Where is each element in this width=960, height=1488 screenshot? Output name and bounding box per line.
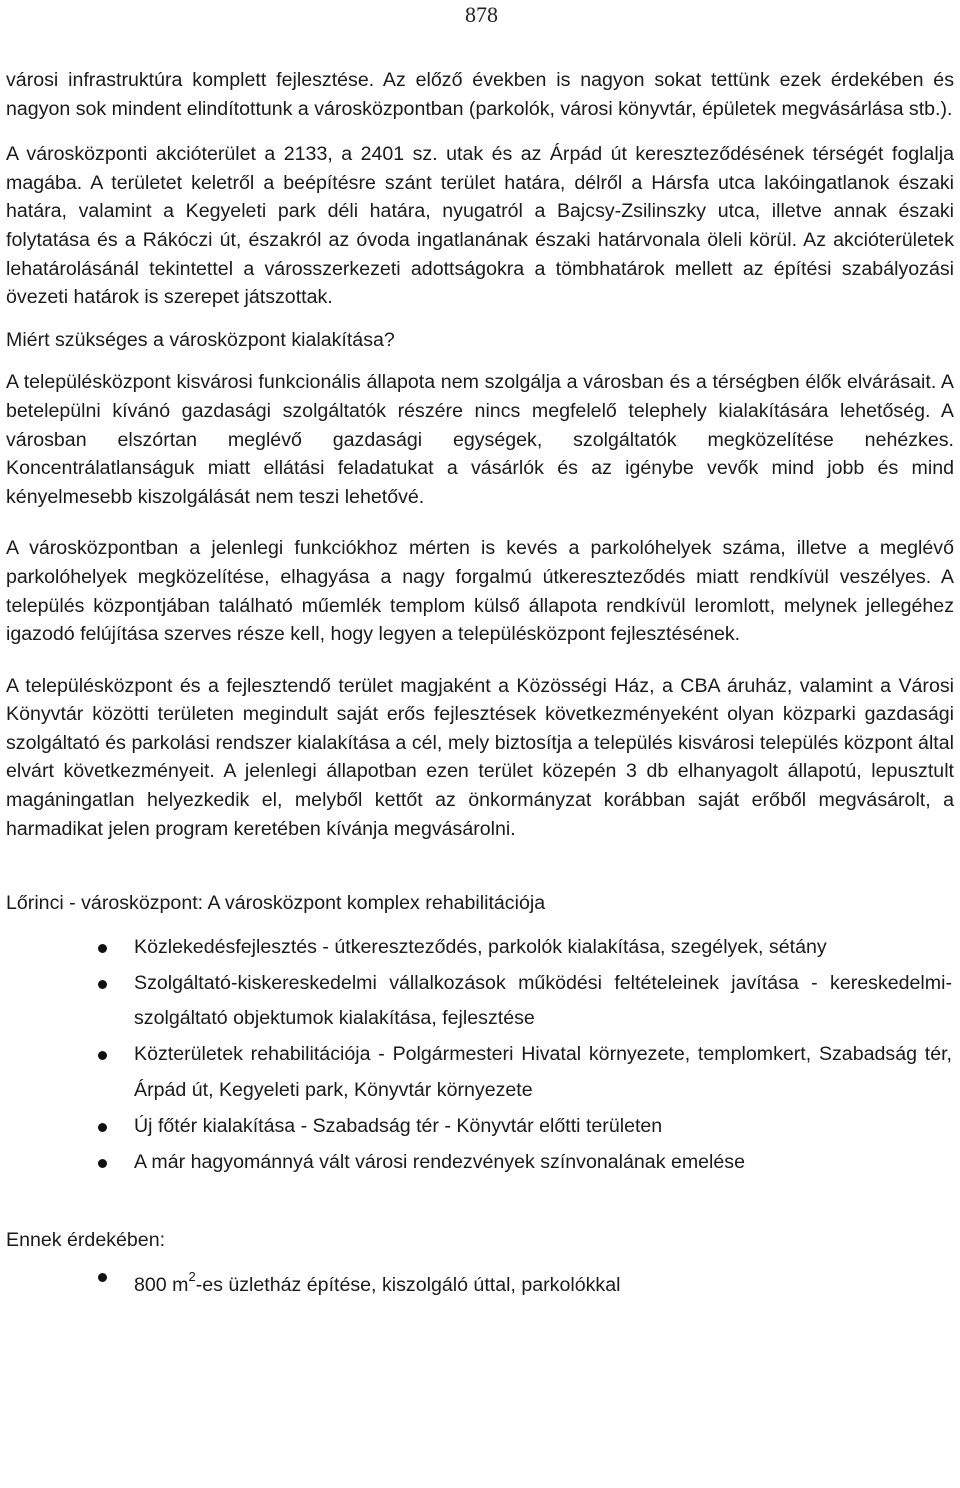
actions-list: [6, 1259, 954, 1304]
document-body: [6, 66, 954, 1304]
list-item: Közterületek rehabilitációja - Polgármesteri Hivatal környezete, templomkert, Szabadság tér, Árpád út, Kegyeleti park, Könyvtár környezete: [6, 1037, 954, 1109]
rehabilitation-list: [6, 930, 954, 1181]
list-item: Szolgáltató-kiskereskedelmi vállalkozások működési feltételeinek javítása - kereskedelmi-szolgáltató objektumok kialakítása, fejlesztése: [6, 966, 954, 1038]
bullet-icon: [98, 1123, 107, 1132]
bullet-icon: [98, 1051, 107, 1060]
section-title-rehabilitation: Lőrinci - városközpont: A városközpont komplex rehabilitációja: [6, 892, 546, 915]
list-item: Közlekedésfejlesztés - útkereszteződés, parkolók kialakítása, szegélyek, sétány: [6, 930, 954, 966]
paragraph-intro: városi infrastruktúra komplett fejlesztése. Az előző években is nagyon sokat tettünk ezek érdekében és nagyon sok mindent elindítottunk a városközpontban (parkolók, városi könyvtár, épületek megvásárlása stb.).: [6, 69, 954, 120]
paragraph-reasons: A településközpont kisvárosi funkcionális állapota nem szolgálja a városban és a térségben élők elvárásait. A betelepülni kívánó gazdasági szolgáltatók részére nincs megfelelő telephely kialakítására lehetőség. A városban elszórtan meglévő gazdasági egységek, szolgáltatók megközelítése nehézkes. Koncentrálatlanságuk miatt ellátási feladatukat a vásárlók és az igénybe vevők mind jobb és mind kényelmesebb kiszolgálását nem teszi lehetővé.: [6, 371, 954, 508]
bullet-icon: [98, 944, 107, 953]
bullet-icon: [98, 980, 107, 989]
paragraph-development: A településközpont és a fejlesztendő terület magjaként a Közösségi Ház, a CBA áruház, valamint a Városi Könyvtár közötti területen megindult saját erős fejlesztések következményeként olyan közparki gazdasági szolgáltató és parkolási rendszer kialakítása a cél, mely biztosítja a település kisvárosi település központ által elvárt következményeit. A jelenlegi állapotban ezen terület közepén 3 db elhanyagolt állapotú, lepusztult magáningatlan helyezkedik el, melyből kettőt az önkormányzat korábban saját erőből megvásárolt, a harmadikat jelen program keretében kívánja megvásárolni.: [6, 674, 954, 840]
list-item: 800 $m^2-es$ üzletház építése, kiszolgáló úttal, parkolókkal: [6, 1259, 954, 1304]
paragraph-parking: A városközpontban a jelenlegi funkciókhoz mérten is kevés a parkolóhelyek száma, illetve a meglévő parkolóhelyek megközelítése, elhagyása a nagy forgalmú útkereszteződés miatt rendkívül veszélyes. A település központjában található műemlék templom külső állapota rendkívül leromlott, melynek jellegéhez igazodó felújítása szerves része kell, hogy legyen a településközpont fejlesztésének.: [6, 537, 954, 646]
bullet-icon: [98, 1273, 107, 1282]
section-title-actions: Ennek érdekében:: [6, 1229, 166, 1252]
list-item: Új főtér kialakítása - Szabadság tér - Könyvtár előtti területen: [6, 1109, 954, 1145]
paragraph-action-area: A városközponti akcióterület a 2133, a 2401 sz. utak és az Árpád út kereszteződésének térségét foglalja magába. A területet keletről a beépítésre szánt terület határa, délről a Hársfa utca lakóingatlanok északi határa, valamint a Kegyeleti park déli határa, nyugatról a Bajcsy-Zsilinszky utca, illetve annak északi folytatása és a Rákóczi út, északról az óvoda ingatlanának északi határvonala öleli körül. Az akcióterületek lehatárolásánál tekintettel a városszerkezeti adottságokra a tömbhatárok mellett az építési szabályozási övezeti határok is szerepet játszottak.: [6, 143, 954, 309]
list-item: A már hagyománnyá vált városi rendezvények színvonalának emelése: [6, 1145, 954, 1181]
bullet-icon: [98, 1159, 107, 1168]
question-heading: Miért szükséges a városközpont kialakítása?: [6, 328, 395, 351]
page-number: 878: [465, 2, 498, 27]
